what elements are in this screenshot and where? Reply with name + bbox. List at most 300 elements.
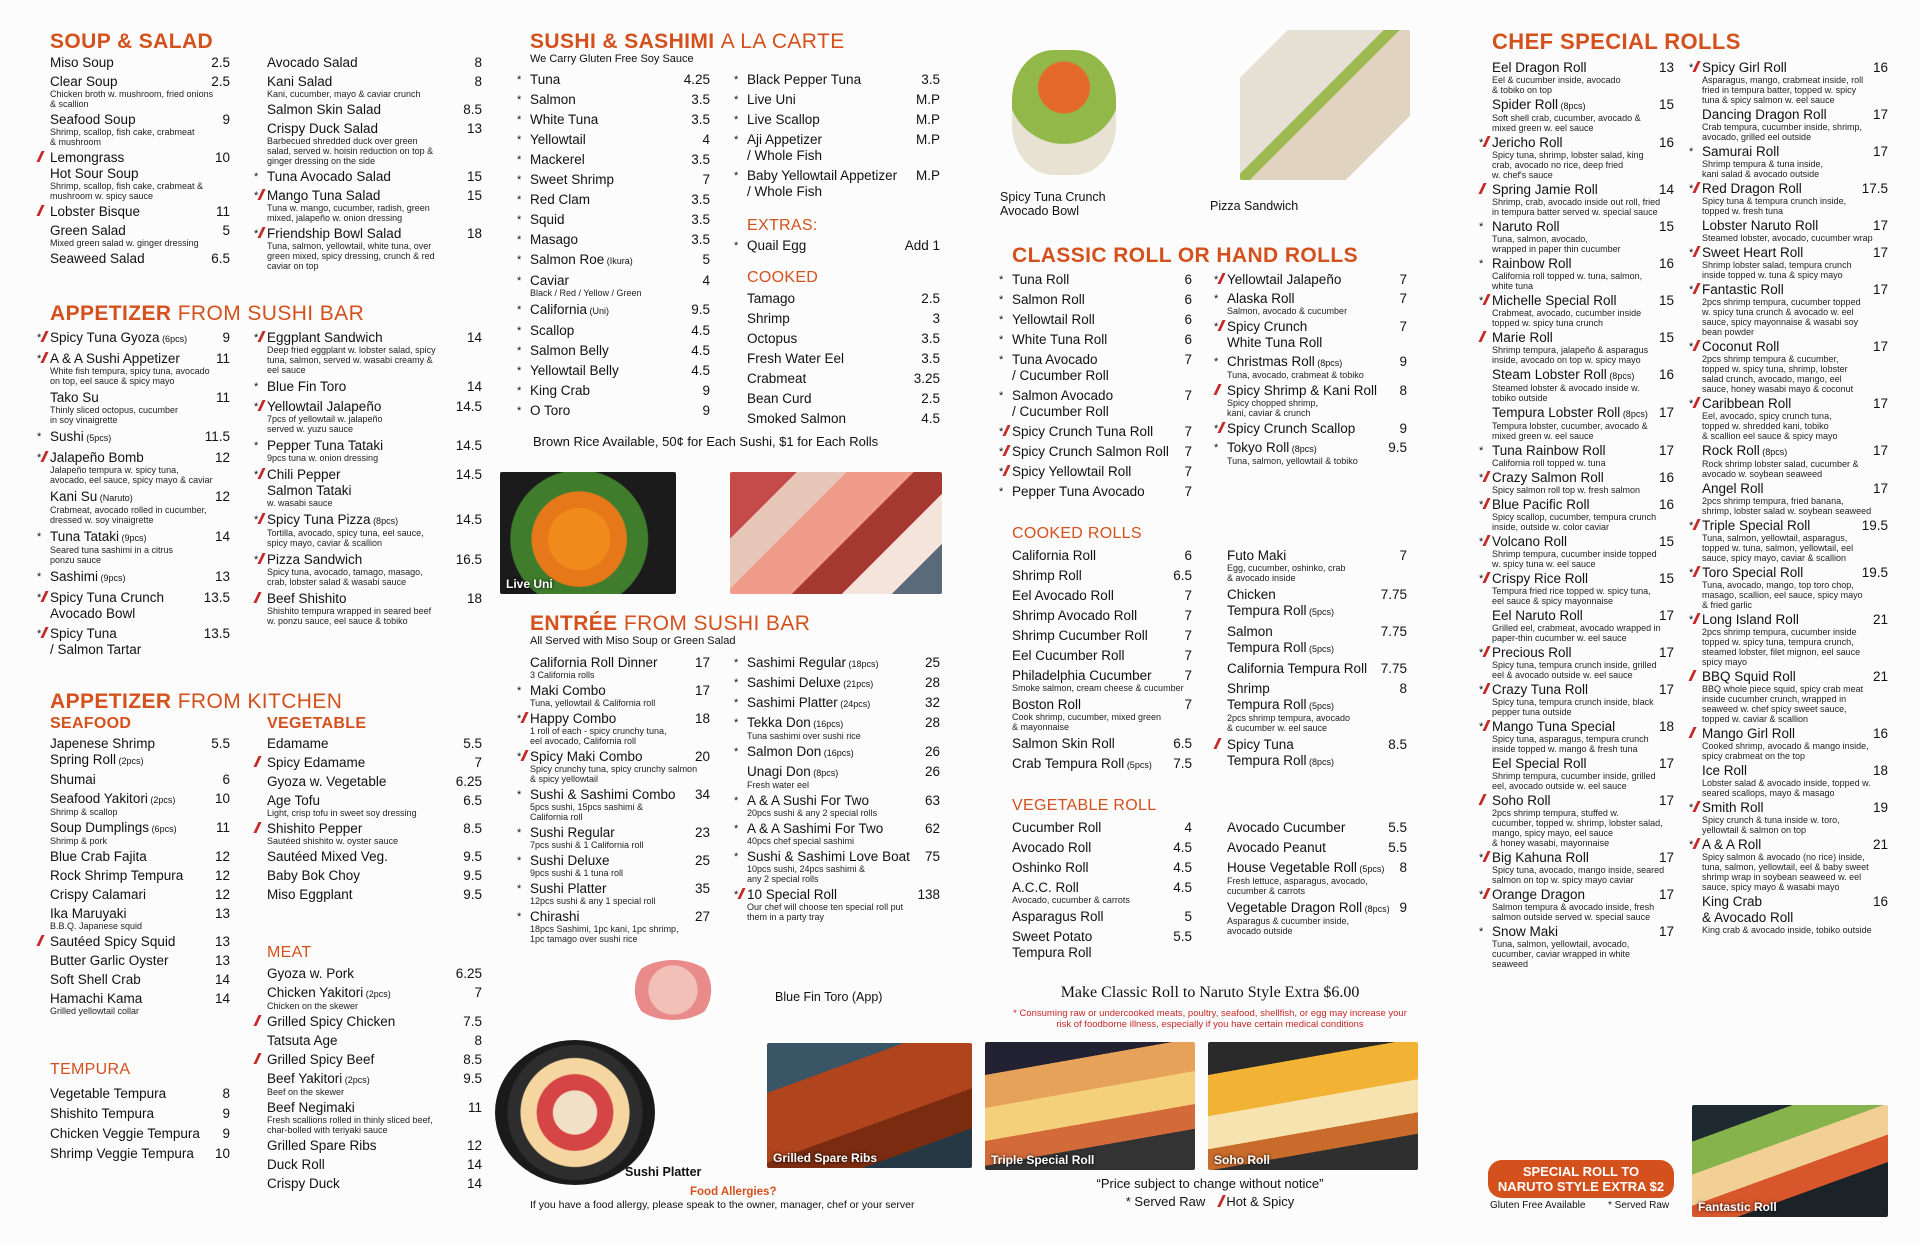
item-name: A & A Roll [1702, 837, 1762, 852]
item-description: Spicy tuna, tempura crunch inside, grilled eel & avocado outside w. eel sauce [1492, 660, 1657, 680]
served-raw-icon: * [517, 365, 522, 377]
item-price: 13 [214, 906, 230, 921]
item-marker [1479, 683, 1488, 697]
menu-item-seafood-yakitori [50, 791, 230, 817]
item-marker [517, 133, 521, 147]
item-price: Add 1 [904, 238, 940, 253]
item-name: Spicy Crunch White Tuna Roll [1227, 319, 1323, 350]
item-marker [517, 384, 521, 398]
item-marker [734, 794, 738, 808]
menu-item-sweet-shrimp [517, 172, 710, 188]
menu-item-rock-shrimp-tempura [50, 868, 230, 884]
served-raw-icon: * [999, 294, 1004, 306]
item-marker [734, 888, 743, 902]
menu-item-octopus [747, 331, 940, 347]
served-raw-icon: * [254, 554, 259, 566]
item-marker [517, 173, 521, 187]
item-name: Spicy Tuna Tempura Roll (8pcs) [1227, 737, 1335, 768]
item-description: Crab tempura, cucumber inside, shrimp, avocado, grilled eel outside [1702, 122, 1863, 142]
served-raw-icon: * [1479, 137, 1484, 149]
served-raw-icon: * [1479, 573, 1484, 585]
served-raw-icon: * [1479, 926, 1484, 938]
menu-item-philadelphia-cucumber [1012, 668, 1192, 693]
item-qty: (2pcs) [363, 989, 391, 999]
sushi-platter-caption: Sushi Platter [625, 1165, 702, 1179]
served-raw-icon: * [254, 228, 259, 240]
menu-item-precious-roll [1479, 645, 1674, 680]
item-name: Seaweed Salad [50, 251, 145, 266]
item-marker [254, 1015, 259, 1029]
brown-rice-note: Brown Rice Available, 50¢ for Each Sushi, $1 for Each Rolls [533, 434, 879, 449]
item-price: 6.5 [463, 793, 482, 808]
item-marker [1214, 384, 1219, 398]
item-price: 7.5 [1173, 756, 1192, 771]
hot-spicy-icon [1483, 683, 1491, 694]
item-name: Ice Roll [1702, 763, 1748, 778]
column-4 [1479, 0, 1888, 1243]
served-raw-icon: * [37, 592, 42, 604]
item-price: 5.5 [1388, 820, 1407, 835]
vegetable-roll-title: VEGETABLE ROLL [1012, 797, 1157, 814]
item-price: 17 [1872, 245, 1888, 260]
item-marker [1479, 220, 1483, 234]
menu-item-tuna [517, 72, 710, 88]
menu-item-a-c-c-roll [1012, 880, 1192, 905]
menu-item-yellowtail-roll [999, 312, 1192, 328]
item-name: A & A Sushi Appetizer [50, 351, 180, 366]
item-price: 16 [1872, 894, 1888, 909]
item-description: Tuna, avocado, mango, top toro chop, masago, scallion, eel sauce, spicy mayo & fried garlic [1702, 580, 1863, 610]
item-name: Seafood Soup [50, 112, 136, 127]
item-description: Asparagus & cucumber inside, avocado outside [1227, 916, 1350, 936]
item-name: Red Dragon Roll [1702, 181, 1802, 196]
item-qty: (8pcs) [1759, 447, 1788, 457]
served-raw-icon: * [1689, 183, 1694, 195]
menu-item-shrimp-avocado-roll [1012, 608, 1192, 624]
item-name: Ika Maruyaki [50, 906, 127, 921]
blue-fin-photo [628, 960, 718, 1020]
served-raw-icon: * [1689, 614, 1694, 626]
item-qty: (8pcs) [1558, 101, 1586, 111]
item-price: 3.5 [691, 192, 710, 207]
served-raw-icon: * [517, 713, 522, 725]
served-raw-icon: * [999, 274, 1004, 286]
item-qty: (8pcs) [1362, 904, 1390, 914]
item-price: 11.5 [204, 429, 230, 444]
menu-item-soft-shell-crab [50, 972, 230, 988]
item-price: 13.5 [203, 626, 230, 641]
hot-spicy-icon [1693, 519, 1701, 530]
vegetable-roll-right [1227, 820, 1407, 936]
menu-item-spicy-edamame [267, 755, 482, 771]
hot-spicy-icon [1003, 445, 1011, 456]
item-name: Crazy Tuna Roll [1492, 682, 1589, 697]
item-name: Salmon Roll [1012, 292, 1085, 307]
menu-item-ika-maruyaki [50, 906, 230, 931]
hot-spicy-icon [1478, 794, 1486, 805]
menu-item-spicy-yellowtail-roll [999, 464, 1192, 480]
item-description: 7pcs sushi & 1 California roll [530, 840, 644, 850]
item-price: 17 [1872, 481, 1888, 496]
menu-item-green-salad [50, 223, 230, 248]
item-price: 32 [924, 695, 940, 710]
item-qty: (8pcs) [1289, 444, 1317, 454]
menu-item-orange-dragon [1479, 887, 1674, 922]
item-marker [517, 364, 521, 378]
hot-spicy-icon [258, 227, 266, 238]
item-name: Tempura Lobster Roll (8pcs) [1492, 405, 1648, 420]
item-price: 25 [924, 655, 940, 670]
hot-spicy-legend: Hot & Spicy [1226, 1194, 1295, 1209]
item-name: Shrimp Tempura Roll (5pcs) [1227, 681, 1335, 712]
item-description: California roll topped w. tuna [1492, 458, 1606, 468]
item-price: 15 [466, 188, 482, 203]
item-name: Yellowtail Jalapeño [1227, 272, 1342, 287]
item-price: 7 [702, 172, 710, 187]
item-price: 17 [1658, 756, 1674, 771]
menu-item-10-special-roll [734, 887, 940, 922]
menu-item-spicy-crunch-salmon-roll [999, 444, 1192, 460]
item-price: 7 [1399, 291, 1407, 306]
menu-item-mango-girl-roll [1702, 726, 1888, 761]
item-name: Jalapeño Bomb [50, 450, 144, 465]
menu-item-age-tofu [267, 793, 482, 818]
menu-item-chicken-yakitori [267, 985, 482, 1011]
item-name: Eel Dragon Roll [1492, 60, 1587, 75]
hot-spicy-icon [1483, 471, 1491, 482]
item-price: 7 [1399, 548, 1407, 563]
served-raw-icon: * [254, 469, 259, 481]
item-name: Yellowtail Belly [530, 363, 619, 378]
item-marker [517, 684, 521, 698]
served-raw-icon: * [254, 381, 259, 393]
menu-item-eel-avocado-roll [1012, 588, 1192, 604]
menu-item-spicy-tuna-gyoza [37, 330, 230, 347]
served-raw-icon: * [1479, 472, 1484, 484]
served-raw-icon: * [37, 332, 42, 344]
hot-spicy-icon [1483, 535, 1491, 546]
menu-item-soup-dumplings [50, 820, 230, 846]
item-price: 9.5 [463, 887, 482, 902]
item-description: Tuna, salmon, yellowtail & tobiko [1227, 456, 1358, 466]
item-name: Avocado Salad [267, 55, 358, 70]
item-name: Caribbean Roll [1702, 396, 1792, 411]
menu-item-ice-roll [1702, 763, 1888, 798]
hot-spicy-icon [1003, 425, 1011, 436]
item-price: 8 [1399, 681, 1407, 696]
item-name: Gyoza w. Vegetable [267, 774, 387, 789]
item-description: Avocado, cucumber & carrots [1012, 895, 1130, 905]
item-name: California Tempura Roll [1227, 661, 1368, 676]
served-raw-icon: * [254, 332, 259, 344]
item-marker [1214, 355, 1218, 369]
served-raw-icon: * [37, 452, 42, 464]
item-marker [734, 113, 738, 127]
hot-spicy-icon [1478, 331, 1486, 342]
item-price: 17 [694, 655, 710, 670]
hot-spicy-icon [1003, 465, 1011, 476]
item-marker [1479, 925, 1483, 939]
item-description: Lobster salad & avocado inside, topped w. seared scallops, mayo & masago [1702, 778, 1871, 798]
item-price: 16 [1658, 135, 1674, 150]
item-price: 3.5 [921, 72, 940, 87]
item-marker [517, 213, 521, 227]
item-marker [1479, 720, 1488, 734]
item-price: 4.5 [1173, 860, 1192, 875]
menu-item-grilled-spicy-chicken [267, 1014, 482, 1030]
item-price: 13.5 [203, 590, 230, 605]
menu-item-steam-lobster-roll [1492, 367, 1674, 403]
item-qty: (Ikura) [604, 256, 633, 266]
item-name: Butter Garlic Oyster [50, 953, 169, 968]
menu-item-fresh-water-eel [747, 351, 940, 367]
menu-item-live-uni [734, 92, 940, 108]
menu-item-rock-roll [1702, 443, 1888, 479]
item-marker [517, 826, 521, 840]
item-qty: (8pcs) [1620, 409, 1648, 419]
item-marker [254, 553, 263, 567]
served-raw-icon: * [517, 154, 522, 166]
item-price: 2.5 [921, 391, 940, 406]
item-name: Salmon Don (16pcs) [747, 744, 854, 759]
served-raw-icon: * [734, 795, 739, 807]
item-name: Toro Special Roll [1702, 565, 1804, 580]
served-raw-icon: * [1689, 341, 1694, 353]
served-raw-icon: * [1479, 499, 1484, 511]
served-raw-icon: * [517, 345, 522, 357]
menu-item-chili-pepper-salmon-tataki [254, 467, 482, 508]
hot-spicy-icon [41, 627, 49, 638]
served-raw-icon: * [517, 174, 522, 186]
item-name: California Roll [1012, 548, 1097, 563]
item-name: Steam Lobster Roll (8pcs) [1492, 367, 1635, 382]
item-name: Eel Cucumber Roll [1012, 648, 1125, 663]
item-price: 18 [694, 711, 710, 726]
item-price: 20 [694, 749, 710, 764]
hot-spicy-icon [1483, 572, 1491, 583]
item-name: Sushi Regular [530, 825, 615, 840]
cooked-list [747, 291, 940, 427]
menu-item-oshinko-roll [1012, 860, 1192, 876]
served-raw-icon: * [1214, 274, 1219, 286]
hot-spicy-icon [1688, 670, 1696, 681]
menu-item-crazy-tuna-roll [1479, 682, 1674, 717]
menu-item-spicy-shrimp-kani-roll [1227, 383, 1407, 418]
item-name: Spider Roll (8pcs) [1492, 97, 1586, 112]
menu-item-hamachi-kama [50, 991, 230, 1016]
item-price: 12 [214, 450, 230, 465]
menu-item-spicy-tuna-tempura-roll [1227, 737, 1407, 770]
served-raw-icon: * [1689, 567, 1694, 579]
item-marker [1689, 801, 1698, 815]
served-raw-icon: * [999, 390, 1004, 402]
item-marker [1214, 422, 1223, 436]
item-price: 17 [1872, 107, 1888, 122]
served-raw-icon: * [1689, 247, 1694, 259]
item-description: Thinly sliced octopus, cucumber in soy vinaigrette [50, 405, 179, 425]
served-raw-icon: * [517, 304, 522, 316]
item-price: 17 [1658, 443, 1674, 458]
item-marker [1214, 292, 1218, 306]
item-price: 75 [924, 849, 940, 864]
item-name: Scallop [530, 323, 575, 338]
item-name: Crazy Salmon Roll [1492, 470, 1604, 485]
item-marker [999, 313, 1003, 327]
item-marker [999, 273, 1003, 287]
item-marker [37, 430, 41, 444]
served-raw-icon: * [734, 717, 739, 729]
soup-salad-right [254, 55, 482, 271]
item-qty: (8pcs) [1306, 757, 1335, 767]
item-description: Spicy tuna, tempura crunch inside, black pepper tuna outside [1492, 697, 1654, 717]
item-price: 4 [702, 132, 710, 147]
menu-item-blue-fin-toro [254, 379, 482, 395]
item-name: Precious Roll [1492, 645, 1572, 660]
soup-salad-left [50, 55, 230, 267]
hot-spicy-icon [1693, 61, 1701, 72]
item-price: 6.5 [211, 251, 230, 266]
item-name: Shrimp [747, 311, 790, 326]
item-price: 13 [214, 569, 230, 584]
item-name: Eggplant Sandwich [267, 330, 383, 345]
served-raw-icon: * [1689, 146, 1694, 158]
item-qty: (9pcs) [98, 573, 126, 583]
item-price: 21 [1872, 669, 1888, 684]
grilled-ribs-caption: Grilled Spare Ribs [773, 1151, 878, 1165]
hot-spicy-icon [521, 712, 529, 723]
entree-title: ENTRÉE FROM SUSHI BAR [530, 612, 811, 635]
menu-item-spicy-crunch-white-tuna-roll [1214, 319, 1407, 351]
item-description: Shishito tempura wrapped in seared beef w. ponzu sauce, eel sauce & tobiko [267, 606, 432, 626]
item-description: Spicy salmon & avocado (no rice) inside, tuna, salmon, yellowtail, eel & baby sweet shrimp wrap in soybean seaweed w. eel sauce, spicy mayo & wasabi mayo [1702, 852, 1869, 892]
column-3 [991, 0, 1420, 1243]
menu-item-crab-tempura-roll [1012, 756, 1192, 773]
cooked-rolls-left [1012, 548, 1192, 773]
item-description: 20pcs sushi & any 2 special rolls [747, 808, 878, 818]
item-description: w. wasabi sauce [267, 498, 333, 508]
item-marker [1689, 519, 1698, 533]
menu-item-yellowtail-belly [517, 363, 710, 379]
item-marker [254, 227, 263, 241]
hot-spicy-icon [1483, 888, 1491, 899]
menu-item-gyoza-w-vegetable [267, 774, 482, 790]
item-description: Grilled eel, crabmeat, avocado wrapped in paper-thin cucumber w. eel sauce [1492, 623, 1661, 643]
item-name: Spicy Yellowtail Roll [1012, 464, 1132, 479]
item-description: 2pcs shrimp tempura, stuffed w. cucumber, topped w. shrimp, lobster salad, mango, spicy mayo, eel sauce & honey wasabi, mayonnaise [1492, 808, 1663, 848]
item-price: 7 [1184, 388, 1192, 403]
item-name: Dancing Dragon Roll [1702, 107, 1827, 122]
served-raw-icon: * [517, 789, 522, 801]
menu-item-salmon-tempura-roll [1227, 624, 1407, 657]
hot-spicy-icon [253, 756, 261, 767]
item-name: Spicy Tuna Crunch Avocado Bowl [50, 590, 165, 621]
item-name: Salmon Skin Salad [267, 102, 382, 117]
item-description: BBQ whole piece squid, spicy crab meat inside cucumber crunch, wrapped in seaweed w. chef spicy sweet sauce, topped w. caviar & scallion [1702, 684, 1864, 724]
menu-item-soho-roll [1492, 793, 1674, 848]
menu-item-angel-roll [1702, 481, 1888, 516]
item-name: Hamachi Kama [50, 991, 143, 1006]
item-description: Spicy salmon roll top w. fresh salmon [1492, 485, 1641, 495]
item-marker [734, 169, 738, 183]
item-name: Miso Eggplant [267, 887, 353, 902]
menu-item-caribbean-roll [1689, 396, 1888, 441]
item-marker [37, 530, 41, 544]
item-price: 17 [1658, 645, 1674, 660]
menu-item-kani-su [50, 489, 230, 525]
item-price: 28 [924, 715, 940, 730]
item-name: Spicy Girl Roll [1702, 60, 1787, 75]
served-raw-icon: * [517, 254, 522, 266]
item-name: Duck Roll [267, 1157, 325, 1172]
item-description: Tuna sashimi over sushi rice [747, 731, 861, 741]
item-price: 14.5 [455, 399, 482, 414]
item-price: 9 [1399, 900, 1407, 915]
served-raw-icon: * [37, 628, 42, 640]
menu-item-shishito-tempura [50, 1106, 230, 1122]
item-description: Fresh water eel [747, 780, 810, 790]
hot-spicy-icon [1693, 283, 1701, 294]
item-name: Orange Dragon [1492, 887, 1586, 902]
vegetable-list [267, 736, 482, 903]
menu-item-seaweed-salad [50, 251, 230, 267]
fantastic-roll-caption: Fantastic Roll [1698, 1200, 1777, 1214]
item-name: Octopus [747, 331, 798, 346]
hot-spicy-icon [1693, 838, 1701, 849]
hot-spicy-icon [41, 591, 49, 602]
served-raw-icon: * [517, 94, 522, 106]
item-marker [1479, 257, 1483, 271]
item-name: Shrimp Roll [1012, 568, 1082, 583]
menu-item-mango-tuna-special [1479, 719, 1674, 754]
hot-spicy-icon [41, 352, 49, 363]
menu-item-eel-naruto-roll [1492, 608, 1674, 643]
item-price: 8.5 [463, 1052, 482, 1067]
item-description: Soft shell crab, cucumber, avocado & mixed green w. eel sauce [1492, 113, 1641, 133]
extras-title: EXTRAS: [747, 217, 818, 234]
item-name: Oshinko Roll [1012, 860, 1089, 875]
served-raw-icon: * [254, 440, 259, 452]
menu-item-lemongrass-hot-sour-soup [50, 150, 230, 201]
menu-item-california-roll [1012, 548, 1192, 564]
item-price: 8 [474, 1033, 482, 1048]
item-name: Mackerel [530, 152, 585, 167]
menu-item-vegetable-dragon-roll [1227, 900, 1407, 936]
served-raw-icon: * [517, 214, 522, 226]
item-name: Salmon Skin Roll [1012, 736, 1115, 751]
served-raw-icon: * [517, 855, 522, 867]
item-price: 9 [702, 383, 710, 398]
served-raw-icon: * [517, 114, 522, 126]
item-marker [1479, 851, 1488, 865]
item-name: Salmon Belly [530, 343, 609, 358]
hot-spicy-icon [41, 331, 49, 342]
item-description: Tuna, salmon, yellowtail, white tuna, over green mixed, spicy dressing, crunch & red caviar on top [267, 241, 435, 271]
meat-title: MEAT [267, 944, 312, 961]
item-marker [254, 822, 259, 836]
item-price: 5.5 [463, 736, 482, 751]
naruto-style-badge: SPECIAL ROLL TO NARUTO STYLE EXTRA $2 [1488, 1160, 1674, 1198]
item-description: Crabmeat, avocado, cucumber inside topped w. spicy tuna crunch [1492, 308, 1642, 328]
item-name: Rock Shrimp Tempura [50, 868, 184, 883]
item-price: 17.5 [1861, 181, 1888, 196]
item-qty: (21pcs) [840, 679, 874, 689]
item-name: Japenese Shrimp Spring Roll (2pcs) [50, 736, 156, 767]
item-price: 9.5 [463, 1071, 482, 1086]
item-description: Eel & cucumber inside, avocado & tobiko on top [1492, 75, 1621, 95]
sushi-right [734, 72, 940, 200]
item-name: Grilled Spicy Chicken [267, 1014, 396, 1029]
hot-spicy-icon [1478, 183, 1486, 194]
